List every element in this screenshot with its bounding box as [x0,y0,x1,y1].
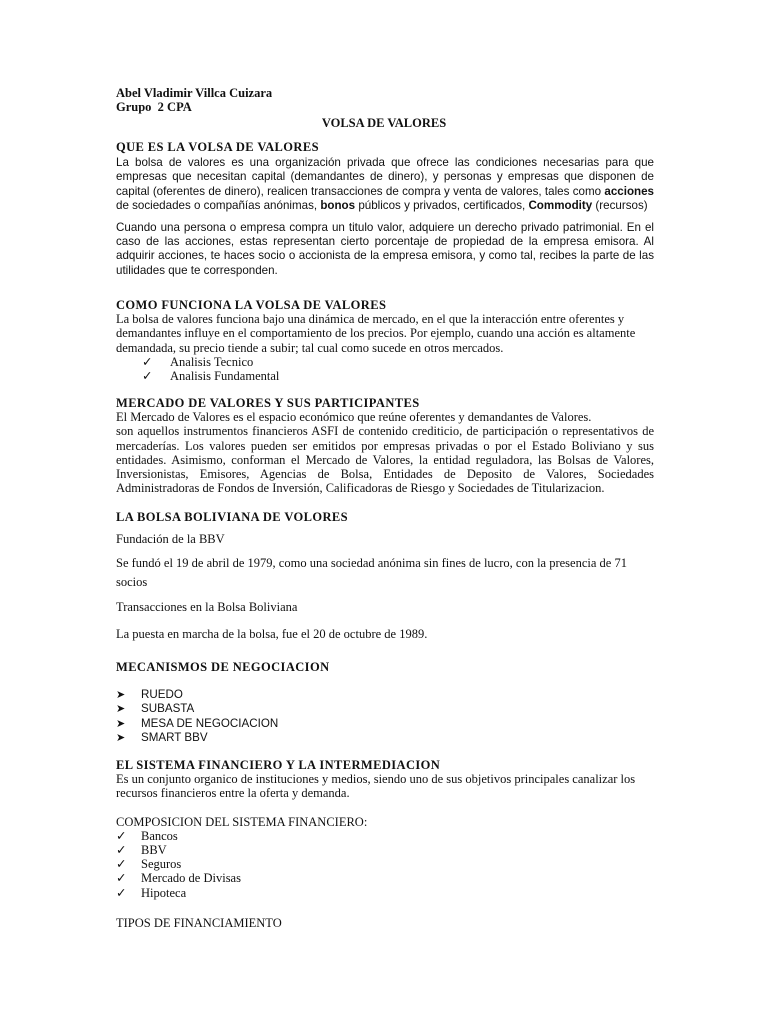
document-title: VOLSA DE VALORES [321,116,447,130]
checkmark-icon: ✓ [116,828,127,843]
section-bbv [116,510,654,641]
paragraph: Cuando una persona o empresa compra un titulo valor, adquiere un derecho privado patrimonial. En el caso de las acciones, estas representan cierto porcentaje de propiedad de la empresa emisora. Al adquirir acciones, te haces socio o accionista de la empresa emisora, y como tal, recibes la parte de las utilidades que te corresponden. [116,221,654,277]
list-item [116,871,654,885]
list-item-label: Bancos [141,828,178,843]
list-item-label: Analisis Fundamental [170,369,280,384]
arrow-list [116,688,654,745]
section-heading: QUE ES LA VOLSA DE VALORES [116,140,319,154]
section-heading: COMO FUNCIONA LA VOLSA DE VALORES [116,298,387,312]
paragraph: Transacciones en la Bolsa Boliviana [116,600,298,615]
paragraph: La puesta en marcha de la bolsa, fue el 20 de octubre de 1989. [116,626,428,641]
checkmark-icon: ✓ [142,369,153,384]
paragraph: Se fundó el 19 de abril de 1979, como una sociedad anónima sin fines de lucro, con la presencia de 71 socios [116,556,627,590]
paragraph [116,156,654,213]
subheading: COMPOSICION DEL SISTEMA FINANCIERO: [116,814,368,829]
list-item-label: Hipoteca [141,885,187,900]
list-item [116,843,654,857]
section-heading: MERCADO DE VALORES Y SUS PARTICIPANTES [116,396,420,410]
bold-term-acciones: acciones [604,184,654,198]
list-item-label: BBV [141,843,167,858]
list-item-label: RUEDO [141,688,183,702]
text-run: públicos y privados, certificados, [355,198,529,212]
list-item-label: MESA DE NEGOCIACION [141,716,279,730]
author-name: Abel Vladimir Villca Cuizara [116,86,273,100]
author-block [116,86,654,114]
section-heading: LA BOLSA BOLIVIANA DE VOLORES [116,510,349,524]
section-heading: MECANISMOS DE NEGOCIACION [116,660,330,674]
section-mercado [116,396,654,495]
paragraph: son aquellos instrumentos financieros ASFI de contenido crediticio, de participación o representativos de mercaderías. Los valores pueden ser emitidos por empresas privadas o por el Estado Boliviano y sus entidades. Asimismo, conforman el Mercado de Valores, la entidad reguladora, las Bolsas de Valores, Inversionistas, Emisores, Agencias de Bolsa, Entidades de Deposito de Valores, Sociedades Administradoras de Fondos de Inversión, Calificadoras de Riesgo y Sociedades de Titularizacion. [116,424,654,496]
section-sistema-financiero [116,758,654,930]
list-item [116,717,654,731]
arrowhead-icon: ➤ [116,717,126,730]
paragraph: Es un conjunto organico de instituciones y medios, siendo uno de sus objetivos principales canalizar los recursos financieros entre la oferta y demanda. [116,772,636,801]
section-que-es [116,140,654,278]
checkmark-icon: ✓ [116,843,127,858]
list-item [116,857,654,871]
bullet-list [116,355,654,383]
paragraph: Fundación de la BBV [116,532,225,547]
text-run: de sociedades o compañías anónimas, [116,198,321,212]
list-item [116,355,654,369]
list-item [116,702,654,716]
bold-term-bonos: bonos [320,198,356,212]
bold-term-commodity: Commodity [528,198,593,212]
paragraph: El Mercado de Valores es el espacio económico que reúne oferentes y demandantes de Valores. [116,410,592,425]
list-item-label: SMART BBV [141,730,208,744]
checkmark-icon: ✓ [116,871,127,886]
section-mecanismos [116,660,654,745]
list-item [116,731,654,745]
subheading: TIPOS DE FINANCIAMIENTO [116,915,282,930]
list-item-label: Seguros [141,857,182,872]
arrowhead-icon: ➤ [116,703,126,716]
section-como-funciona [116,298,654,383]
text-run: La bolsa de valores es una organización privada que ofrece las condiciones necesarias para que empresas que necesitan capital (demandantes de dinero), y personas y empresas que disponen de capital (oferentes de dinero), realicen transacciones de compra y venta de valores, tales como [116,156,654,198]
arrowhead-icon: ➤ [116,731,126,744]
list-item [116,886,654,900]
checkmark-icon: ✓ [142,354,153,369]
text-run: (recursos) [592,198,648,212]
list-item-label: Analisis Tecnico [170,354,254,369]
checkmark-icon: ✓ [116,857,127,872]
section-heading: EL SISTEMA FINANCIERO Y LA INTERMEDIACION [116,758,441,772]
list-item-label: Mercado de Divisas [141,871,241,886]
arrowhead-icon: ➤ [116,689,126,702]
list-item-label: SUBASTA [141,702,195,716]
list-item [116,369,654,383]
checkmark-icon: ✓ [116,885,127,900]
list-item [116,829,654,843]
checklist [116,829,654,900]
group-label: Grupo 2 CPA [116,100,192,115]
list-item [116,688,654,702]
paragraph: La bolsa de valores funciona bajo una dinámica de mercado, en el que la interacción entre oferentes y demandantes influye en el comportamiento de los precios. Por ejemplo, cuando una acción es altamente demandada, su precio tiende a subir; tal cual como sucede en otros mercados. [116,312,636,355]
